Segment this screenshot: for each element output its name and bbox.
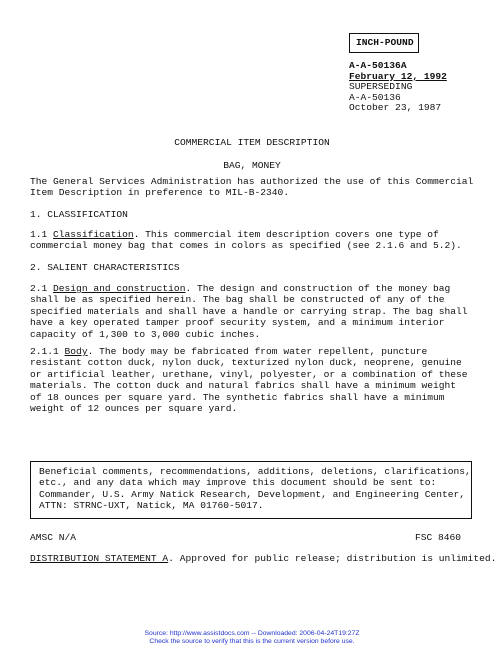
- page-title: COMMERCIAL ITEM DESCRIPTION: [174, 137, 330, 148]
- para-number: 2.1: [30, 283, 54, 294]
- comments-box: [30, 461, 472, 519]
- para-line: have a key operated tamper proof security system, and a minimum interior: [30, 317, 445, 329]
- paragraph-2-1: [30, 283, 468, 340]
- section-1-heading: 1. CLASSIFICATION: [30, 209, 128, 220]
- distribution-text: . Approved for public release; distribution is unlimited.: [168, 553, 497, 564]
- inch-pound-stamp: [349, 33, 419, 53]
- superseded-date: October 23, 1987: [349, 102, 442, 114]
- comments-line: etc., and any data which may improve this document should be sent to:: [39, 477, 437, 489]
- distribution-label: DISTRIBUTION STATEMENT A: [30, 553, 169, 564]
- para-heading: Classification: [53, 229, 134, 240]
- amsc-code: AMSC N/A: [30, 532, 77, 543]
- para-line: . The design and construction of the money bag: [185, 283, 451, 294]
- footer-source-line: Source: http://www.assistdocs.com -- Downloaded: 2006-04-24T19:27Z: [144, 630, 360, 637]
- para-number: 1.1: [30, 229, 54, 240]
- document-date: February 12, 1992: [349, 70, 447, 82]
- stamp-text: INCH-POUND: [356, 37, 414, 48]
- para-line: . This commercial item description covers one type of: [133, 229, 439, 240]
- paragraph-2-1-1: [30, 346, 468, 414]
- document-id: A-A-50136A: [349, 60, 407, 71]
- page-subtitle: BAG, MONEY: [223, 160, 281, 171]
- comments-line: Beneficial comments, recommendations, additions, deletions, clarifications,: [39, 466, 471, 477]
- supersedes-label: SUPERSEDING: [349, 81, 413, 93]
- comments-line: Commander, U.S. Army Natick Research, Development, and Engineering Center,: [39, 488, 466, 500]
- para-number: 2.1.1: [30, 346, 65, 357]
- intro-paragraph: [30, 176, 473, 199]
- section-2-heading: 2. SALIENT CHARACTERISTICS: [30, 262, 180, 273]
- para-heading: Design and construction: [53, 283, 186, 294]
- para-line: shall be as specified herein. The bag shall be constructed of any of the: [30, 294, 445, 306]
- footer-verify-line: Check the source to verify that this is the current version before use.: [149, 638, 355, 645]
- intro-line: The General Services Administration has authorized the use of this Commercial: [30, 176, 474, 187]
- para-line: capacity of 1,300 to 3,000 cubic inches.: [30, 328, 261, 340]
- para-line: of 18 ounces per square yard. The synthetic fabrics shall have a minimum: [30, 391, 445, 403]
- fsc-code: FSC 8460: [415, 532, 462, 543]
- superseded-id: A-A-50136: [349, 91, 401, 103]
- paragraph-1-1: [30, 229, 462, 252]
- para-line: materials. The cotton duck and natural fabrics shall have a minimum weight: [30, 380, 457, 392]
- document-header: [349, 61, 447, 114]
- comments-line: ATTN: STRNC-UXT, Natick, MA 01760-5017.: [39, 500, 264, 512]
- intro-line: Item Description in preference to MIL-B-2340.: [30, 187, 290, 199]
- para-line: specified materials and shall have a handle or carrying strap. The bag shall: [30, 305, 468, 317]
- para-heading: Body: [64, 346, 88, 357]
- distribution-statement: [30, 553, 496, 564]
- para-line: or artificial leather, urethane, vinyl, polyester, or a combination of these: [30, 368, 468, 380]
- para-line: resistant cotton duck, nylon duck, texturized nylon duck, neoprene, genuine: [30, 357, 462, 369]
- para-line: commercial money bag that comes in colors as specified (see 2.1.6 and 5.2).: [30, 240, 462, 252]
- para-line: weight of 12 ounces per square yard.: [30, 403, 238, 415]
- source-footer: [0, 630, 504, 646]
- para-line: . The body may be fabricated from water repellent, puncture: [87, 346, 428, 357]
